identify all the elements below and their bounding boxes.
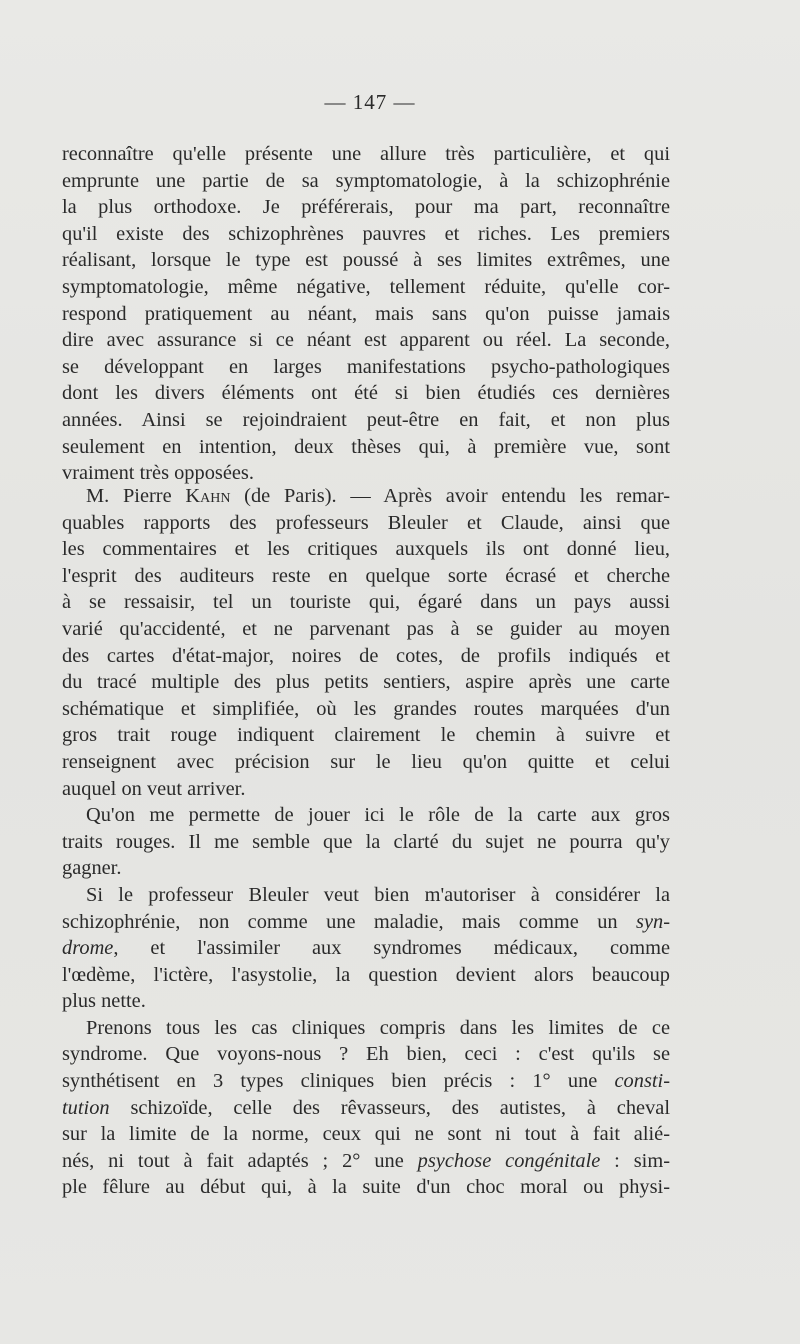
text-line: se développant en larges manifestations psycho-pathologiques bbox=[62, 355, 670, 378]
speaker-line bbox=[62, 483, 670, 510]
text-line: dont les divers éléments ont été si bien étudiés ces dernières bbox=[62, 382, 670, 405]
text-line: traits rouges. Il me semble que la clarté du sujet ne pourra qu'y bbox=[62, 830, 670, 853]
text-line: Si le professeur Bleuler veut bien m'autoriser à considérer la bbox=[86, 883, 670, 906]
text-line: du tracé multiple des plus petits sentiers, aspire après une carte bbox=[62, 671, 670, 694]
text-line: Prenons tous les cas cliniques compris dans les limites de ce bbox=[86, 1016, 670, 1039]
text-line bbox=[62, 1068, 670, 1095]
text-line: seulement en intention, deux thèses qui, à première vue, sont bbox=[62, 435, 670, 458]
text-line: qu'il existe des schizophrènes pauvres et riches. Les premiers bbox=[62, 222, 670, 245]
text-line: symptomatologie, même négative, tellement réduite, qu'elle cor- bbox=[62, 275, 670, 298]
text-line: plus nette. bbox=[62, 990, 146, 1013]
text-segment: schizoïde, celle des rêvasseurs, des autistes, à cheval bbox=[109, 1096, 670, 1119]
speaker-suffix: (de Paris). — Après avoir entendu les remar- bbox=[230, 485, 670, 507]
text-segment: , et l'assimiler aux syndromes médicaux, comme bbox=[113, 937, 670, 960]
text-line: des cartes d'état-major, noires de cotes, de profils indiqués et bbox=[62, 644, 670, 667]
speaker-paragraph bbox=[62, 483, 670, 1201]
text-line: années. Ainsi se rejoindraient peut-être en fait, et non plus bbox=[62, 408, 670, 431]
text-line: schématique et simplifiée, où les grandes routes marquées d'un bbox=[62, 697, 670, 720]
italic-term: tution bbox=[62, 1096, 110, 1119]
text-line: l'œdème, l'ictère, l'asystolie, la question devient alors beaucoup bbox=[62, 963, 670, 986]
text-line: emprunte une partie de sa symptomatologie, à la schizophrénie bbox=[62, 169, 670, 192]
text-line: quables rapports des professeurs Bleuler et Claude, ainsi que bbox=[62, 511, 670, 534]
text-line bbox=[62, 1148, 670, 1175]
text-line: gros trait rouge indiquent clairement le chemin à suivre et bbox=[62, 724, 670, 747]
text-segment: nés, ni tout à fait adaptés ; 2° une bbox=[62, 1149, 418, 1172]
text-line bbox=[62, 935, 670, 962]
speaker-name: Kahn bbox=[185, 485, 231, 507]
text-line: respond pratiquement au néant, mais sans qu'on puisse jamais bbox=[62, 302, 670, 325]
speaker-prefix: M. Pierre bbox=[86, 485, 186, 507]
text-line: les commentaires et les critiques auxquels ils ont donné lieu, bbox=[62, 538, 670, 561]
text-line: la plus orthodoxe. Je préférerais, pour ma part, reconnaître bbox=[62, 196, 670, 219]
text-segment: : sim- bbox=[600, 1149, 670, 1172]
italic-term: drome bbox=[62, 937, 114, 960]
paragraph-continuation bbox=[62, 141, 670, 487]
text-line: vraiment très opposées. bbox=[62, 462, 254, 485]
italic-term: consti- bbox=[614, 1070, 670, 1093]
text-line: gagner. bbox=[62, 857, 122, 880]
text-line: Qu'on me permette de jouer ici le rôle de la carte aux gros bbox=[86, 804, 670, 827]
text-line: l'esprit des auditeurs reste en quelque sorte écrasé et cherche bbox=[62, 564, 670, 587]
text-line: à se ressaisir, tel un touriste qui, égaré dans un pays aussi bbox=[62, 591, 670, 614]
text-line: renseignent avec précision sur le lieu qu'on quitte et celui bbox=[62, 750, 670, 773]
italic-term: syn- bbox=[636, 910, 670, 933]
text-line: dire avec assurance si ce néant est apparent ou réel. La seconde, bbox=[62, 329, 670, 352]
text-segment: synthétisent en 3 types cliniques bien précis : 1° une bbox=[62, 1070, 615, 1093]
text-line: ple fêlure au début qui, à la suite d'un choc moral ou physi- bbox=[62, 1176, 670, 1199]
text-line bbox=[62, 909, 670, 936]
text-line: réalisant, lorsque le type est poussé à ses limites extrêmes, une bbox=[62, 249, 670, 272]
text-line: reconnaître qu'elle présente une allure très particulière, et qui bbox=[62, 143, 670, 165]
text-line: auquel on veut arriver. bbox=[62, 777, 246, 800]
text-segment: schizophrénie, non comme une maladie, mais comme un bbox=[62, 910, 637, 933]
text-line: varié qu'accidenté, et ne parvenant pas à se guider au moyen bbox=[62, 617, 670, 640]
text-line bbox=[62, 1095, 670, 1122]
text-line: sur la limite de la norme, ceux qui ne sont ni tout à fait alié- bbox=[62, 1123, 670, 1146]
page-number: — 147 — bbox=[324, 90, 416, 114]
italic-term: psychose congénitale bbox=[417, 1149, 601, 1172]
text-line: syndrome. Que voyons-nous ? Eh bien, ceci : c'est qu'ils se bbox=[62, 1043, 670, 1066]
